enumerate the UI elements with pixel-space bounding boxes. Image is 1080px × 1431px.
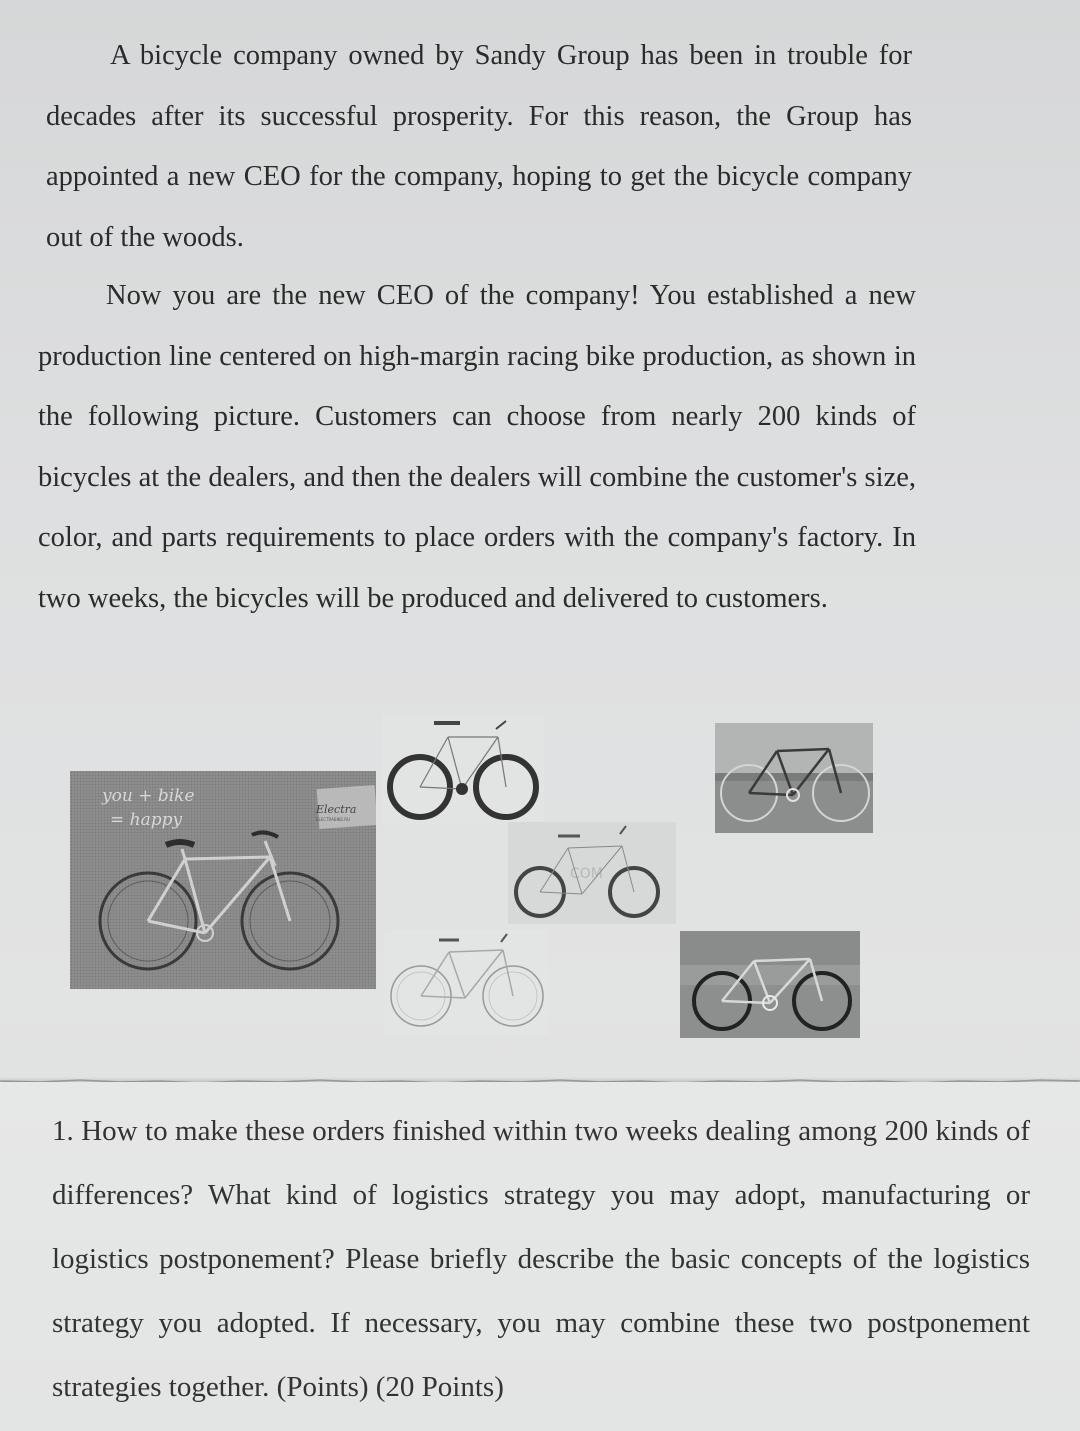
bike-photo-white-bottom (385, 930, 548, 1035)
bike-photo-fixie-top (382, 715, 544, 825)
bike-photo-street-top (715, 723, 873, 833)
paragraph-ceo: Now you are the new CEO of the company! You established a new production line centered on high-margin racing bike production, as shown in the following picture. Customers can choose from nearly 200 kinds of bicycles at the dealers, and then the dealers will combine the customer's size, color, and parts requirements to place orders with the company's factory. In two weeks, the bicycles will be produced and delivered to customers. (38, 280, 916, 614)
watermark-text: COM (570, 866, 603, 882)
paragraph-intro: A bicycle company owned by Sandy Group has been in trouble for decades after its successful prosperity. For this reason, the Group has appointed a new CEO for the company, hoping to get the bicycle company out of the woods. (46, 40, 912, 253)
ad-text-1: you + bike (102, 786, 195, 806)
ad-brand: Electra (316, 803, 357, 816)
bike-photo-street-bottom (680, 931, 860, 1038)
bike-photo-ad (70, 771, 376, 989)
ad-text-2: = happy (110, 810, 183, 830)
ad-brand-sub: ELECTRABIKE.RU (316, 817, 350, 822)
bike-photo-light-middle (508, 822, 676, 924)
question-1: 1. How to make these orders finished within two weeks dealing among 200 kinds of differences? What kind of logistics strategy you may adopt, manufacturing or logistics postponement? Please briefly describe the basic concepts of the logistics strategy you adopted. If necessary, you may combine these two postponement strategies together. (Points) (20 Points) (52, 1115, 1030, 1403)
